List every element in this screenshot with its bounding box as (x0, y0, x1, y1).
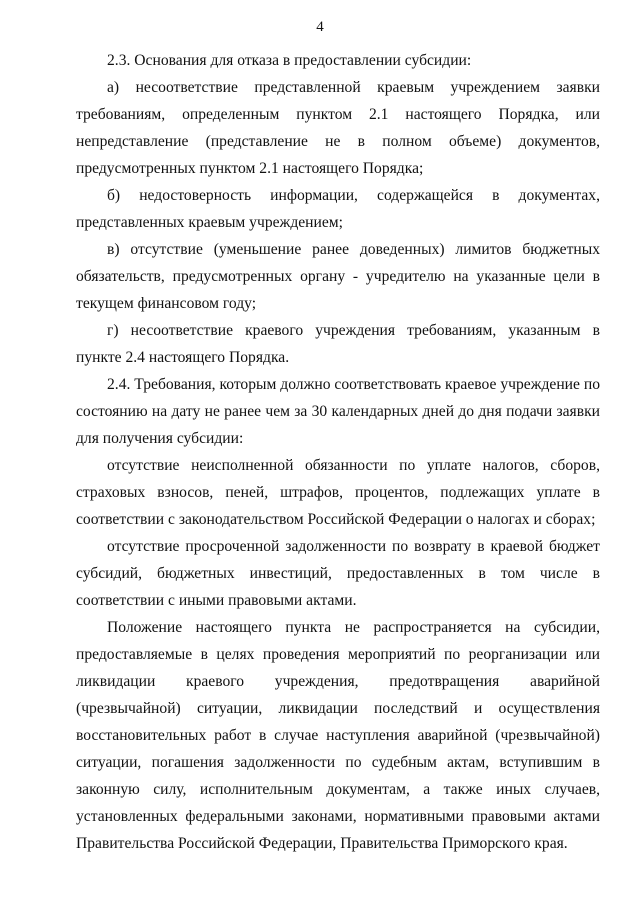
section-2-3-heading: 2.3. Основания для отказа в предоставлении субсидии: (107, 52, 472, 69)
exception-paragraph: Положение настоящего пункта не распространяется на субсидии, предоставляемые в целях проведения мероприятий по реорганизации или ликвидации краевого учреждения, предотвращения аварийной (чрезвычайной) ситуации, ликвидации последствий и осуществления восстановительных работ в случае наступления аварийной (чрезвычайной) ситуации, погашения задолженности по судебным актам, вступившим в законную силу, исполнительным документам, а также иных случаев, установленных федеральными законами, нормативными правовыми актами Правительства Российской Федерации, Правительства Приморского края. (76, 619, 600, 852)
paragraph-item-g: г) несоответствие краевого учреждения требованиям, указанным в пункте 2.4 настоящего Порядка. (76, 322, 600, 366)
section-2-4-paragraph: 2.4. Требования, которым должно соответствовать краевое учреждение по состоянию на дату не ранее чем за 30 календарных дней до дня подачи заявки для получения субсидии: (76, 376, 600, 447)
paragraph-item-v: в) отсутствие (уменьшение ранее доведенных) лимитов бюджетных обязательств, предусмотренных органу - учредителю на указанные цели в текущем финансовом году; (76, 241, 600, 312)
requirement-debt-paragraph: отсутствие просроченной задолженности по возврату в краевой бюджет субсидий, бюджетных инвестиций, предоставленных в том числе в соответствии с иными правовыми актами. (76, 538, 600, 609)
page-number: 4 (316, 19, 324, 35)
body-text (76, 47, 600, 857)
paragraph-item-b: б) недостоверность информации, содержащейся в документах, представленных краевым учреждением; (76, 187, 600, 231)
paragraph-item-a: а) несоответствие представленной краевым учреждением заявки требованиям, определенным пунктом 2.1 настоящего Порядка, или непредставление (представление не в полном объеме) документов, предусмотренных пунктом 2.1 настоящего Порядка; (76, 79, 600, 177)
requirement-taxes-paragraph: отсутствие неисполненной обязанности по уплате налогов, сборов, страховых взносов, пеней, штрафов, процентов, подлежащих уплате в соответствии с законодательством Российской Федерации о налогах и сборах; (76, 457, 600, 528)
